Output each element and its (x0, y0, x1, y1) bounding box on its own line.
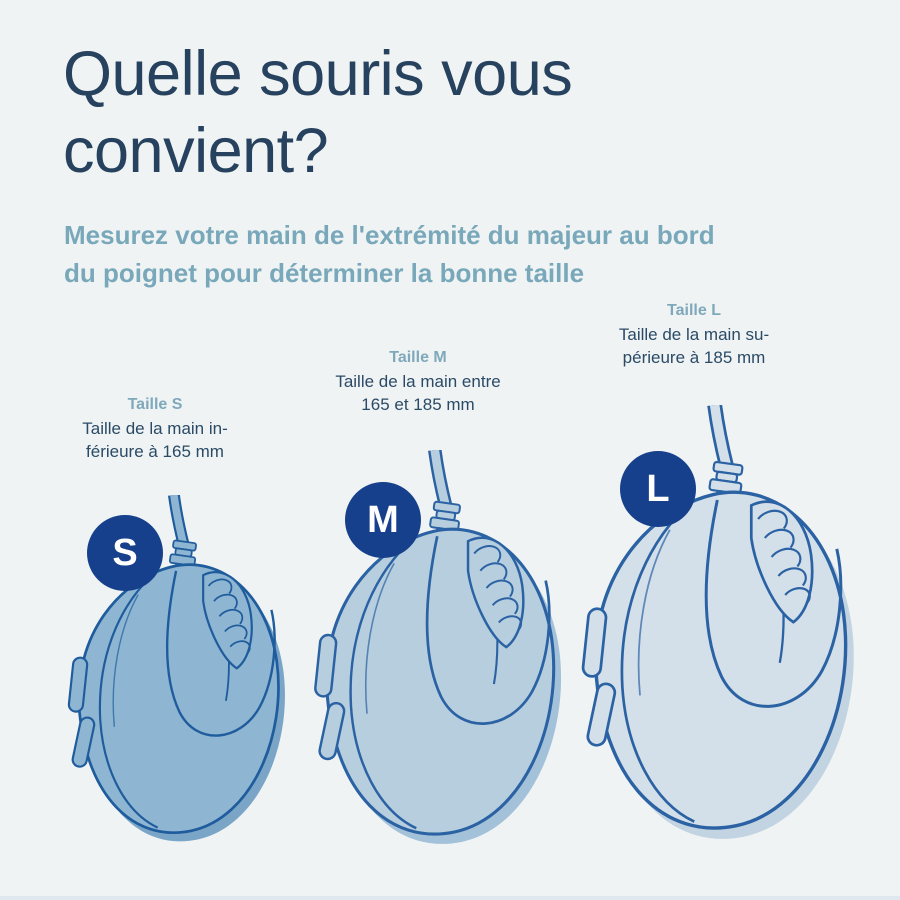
size-badge-s (87, 515, 163, 591)
size-badge-m (345, 482, 421, 558)
size-label-l: Taille L (667, 302, 721, 319)
page-subtitle (64, 216, 844, 292)
mouse-illustration-m-icon (288, 450, 584, 864)
size-desc-m (313, 370, 523, 416)
size-badge-m-letter: M (367, 498, 399, 541)
size-badge-s-letter: S (112, 531, 138, 574)
size-caption-l (589, 302, 799, 369)
size-desc-s-line1: Taille de la main in- (82, 419, 228, 438)
size-desc-m-line2: 165 et 185 mm (361, 395, 475, 414)
size-badge-l (620, 451, 696, 527)
size-desc-s (50, 417, 260, 463)
page-title-line2: convient? (63, 116, 329, 186)
size-desc-l (589, 323, 799, 369)
size-desc-l-line1: Taille de la main su- (618, 325, 770, 344)
mouse-illustration-l-icon (553, 405, 879, 861)
size-desc-m-line1: Taille de la main entre (335, 372, 501, 391)
size-label-m: Taille M (389, 349, 447, 366)
size-caption-m (313, 349, 523, 416)
mouse-illustration-s-icon (45, 495, 305, 859)
page-title-line1: Quelle souris vous (63, 39, 573, 109)
size-badge-l-letter: L (646, 467, 670, 510)
bottom-edge-strip (0, 896, 900, 900)
size-desc-l-line2: périeure à 185 mm (622, 348, 766, 367)
page-title (63, 36, 843, 190)
page-subtitle-line2: du poignet pour déterminer la bonne taille (64, 258, 585, 288)
size-label-s: Taille S (127, 396, 183, 413)
page-subtitle-line1: Mesurez votre main de l'extrémité du majeur au bord (64, 220, 715, 250)
size-caption-s (50, 396, 260, 463)
size-desc-s-line2: férieure à 165 mm (86, 442, 224, 461)
